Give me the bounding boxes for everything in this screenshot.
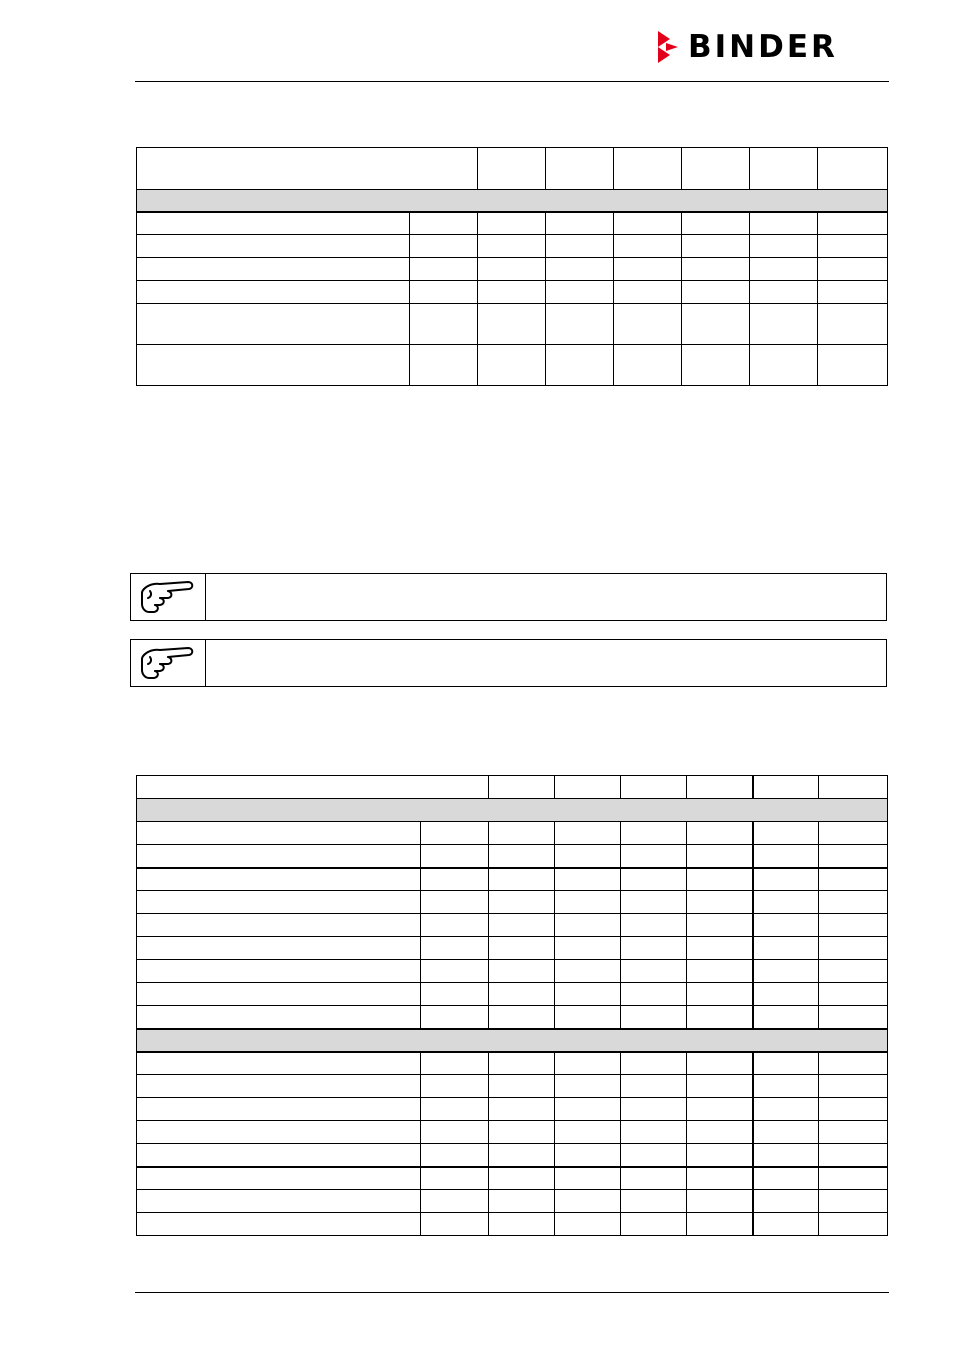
table-row (137, 1075, 888, 1098)
table-header-row (137, 776, 888, 799)
table-row (137, 304, 888, 345)
table-header-row (137, 148, 888, 190)
header-rule (135, 81, 889, 82)
table-row (137, 1167, 888, 1190)
table-row (137, 212, 888, 235)
table-row (137, 914, 888, 937)
table-row (137, 258, 888, 281)
table-row (137, 1213, 888, 1236)
table-row (137, 1098, 888, 1121)
spec-table-2 (136, 775, 888, 1236)
table-section-row (137, 799, 888, 822)
table-row (137, 281, 888, 304)
table-row (137, 1121, 888, 1144)
table-row (137, 1144, 888, 1167)
table-row (137, 960, 888, 983)
footer-rule (135, 1292, 889, 1293)
pointing-hand-icon (131, 574, 206, 620)
table-row (137, 822, 888, 845)
table-section-row (137, 1029, 888, 1052)
spec-table-1 (136, 147, 888, 386)
table-row (137, 983, 888, 1006)
table-row (137, 868, 888, 891)
note-box-2 (130, 639, 887, 687)
binder-logo (656, 30, 888, 64)
table-row (137, 891, 888, 914)
note-box-1 (130, 573, 887, 621)
table-row (137, 1190, 888, 1213)
pointing-hand-icon (131, 640, 206, 686)
binder-logo-mark-icon (656, 30, 682, 64)
table-section-row (137, 190, 888, 212)
table-row (137, 235, 888, 258)
note-text-1 (206, 574, 886, 620)
table-row (137, 1006, 888, 1029)
table-row (137, 1052, 888, 1075)
table-row (137, 845, 888, 868)
table-row (137, 937, 888, 960)
table-row (137, 345, 888, 386)
brand-name: BINDER (688, 29, 838, 65)
note-text-2 (206, 640, 886, 686)
